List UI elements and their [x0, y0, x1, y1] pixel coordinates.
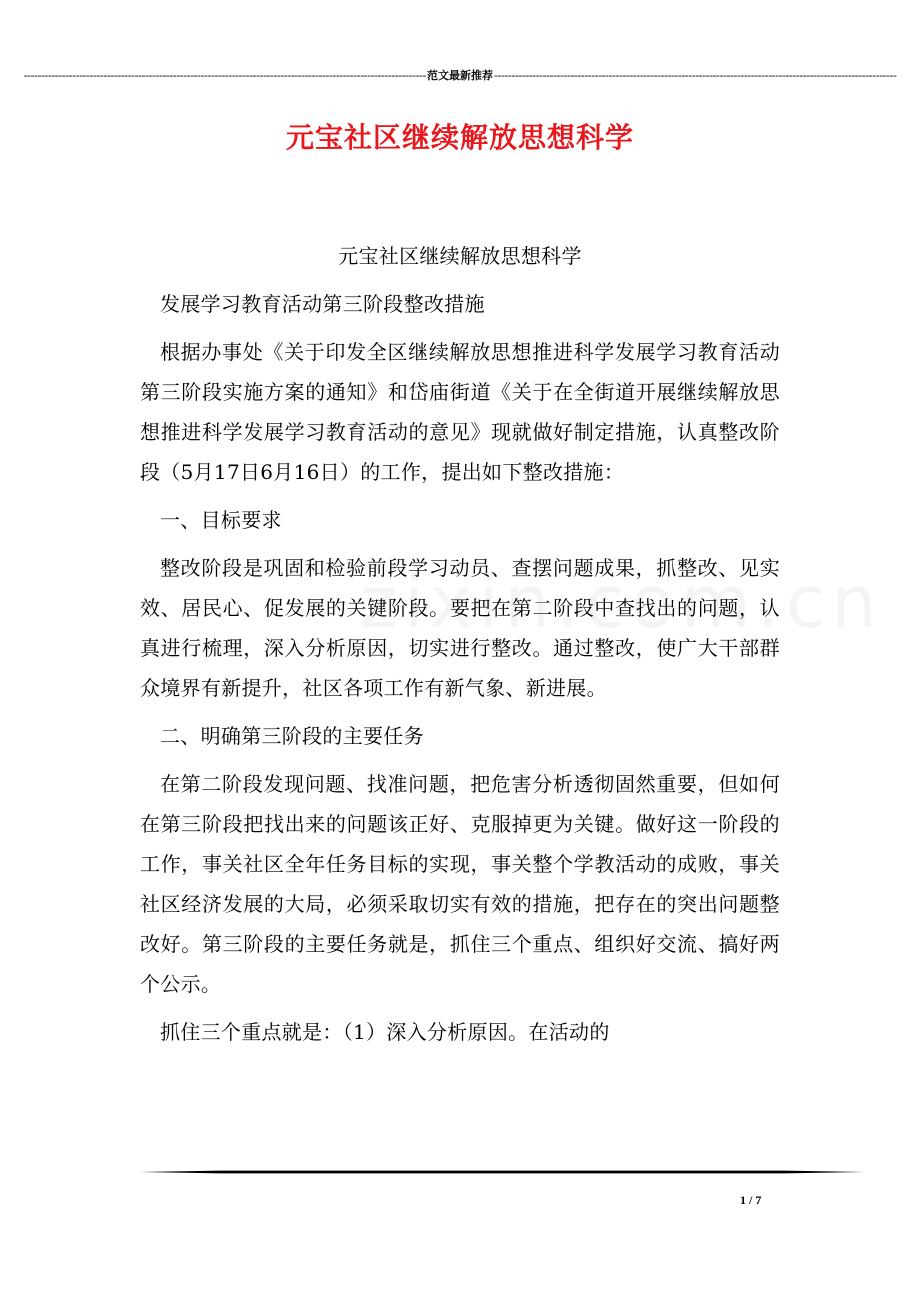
- top-banner: [23, 68, 897, 84]
- body-subtitle: 元宝社区继续解放思想科学: [338, 244, 582, 268]
- body-paragraph: 抓住三个重点就是：（1）深入分析原因。在活动的: [160, 1020, 610, 1044]
- document-body: [140, 236, 780, 1060]
- body-paragraph: 在第二阶段发现问题、找准问题，把危害分析透彻固然重要，但如何在第三阶段把找出来的问题该正好、克服掉更为关键。做好这一阶段的工作，事关社区全年任务目标的实现，事关整个学教活动的成败，事关社区经济发展的大局，必须采取切实有效的措施，把存在的突出问题整改好。第三阶段的主要任务就是，抓住三个重点、组织好交流、搞好两个公示。: [140, 772, 780, 996]
- body-paragraph: 整改阶段是巩固和检验前段学习动员、查摆问题成果，抓整改、见实效、居民心、促发展的关键阶段。要把在第二阶段中查找出的问题，认真进行梳理，深入分析原因，切实进行整改。通过整改，使广大干部群众境界有新提升，社区各项工作有新气象、新进展。: [140, 556, 780, 700]
- page-number: 1 / 7: [740, 1193, 762, 1207]
- section-heading: 二、明确第三阶段的主要任务: [160, 724, 424, 748]
- body-paragraph: 发展学习教育活动第三阶段整改措施: [160, 292, 485, 316]
- footer-rule-line: [140, 1170, 864, 1174]
- body-paragraph: 根据办事处《关于印发全区继续解放思想推进科学发展学习教育活动第三阶段实施方案的通知》和岱庙街道《关于在全街道开展继续解放思想推进科学发展学习教育活动的意见》现就做好制定措施，认真整改阶段（5月17日6月16日）的工作，提出如下整改措施：: [140, 340, 780, 484]
- footer-rule: [140, 1170, 864, 1174]
- document-title: 元宝社区继续解放思想科学: [285, 121, 634, 154]
- section-heading: 一、目标要求: [160, 508, 282, 532]
- banner-dashes-right: --------------------------------------------------------------------------------------------------------------------: [494, 69, 897, 82]
- banner-dashes-left: --------------------------------------------------------------------------------------------------------------------: [23, 69, 426, 82]
- banner-label: 范文最新推荐: [427, 69, 493, 82]
